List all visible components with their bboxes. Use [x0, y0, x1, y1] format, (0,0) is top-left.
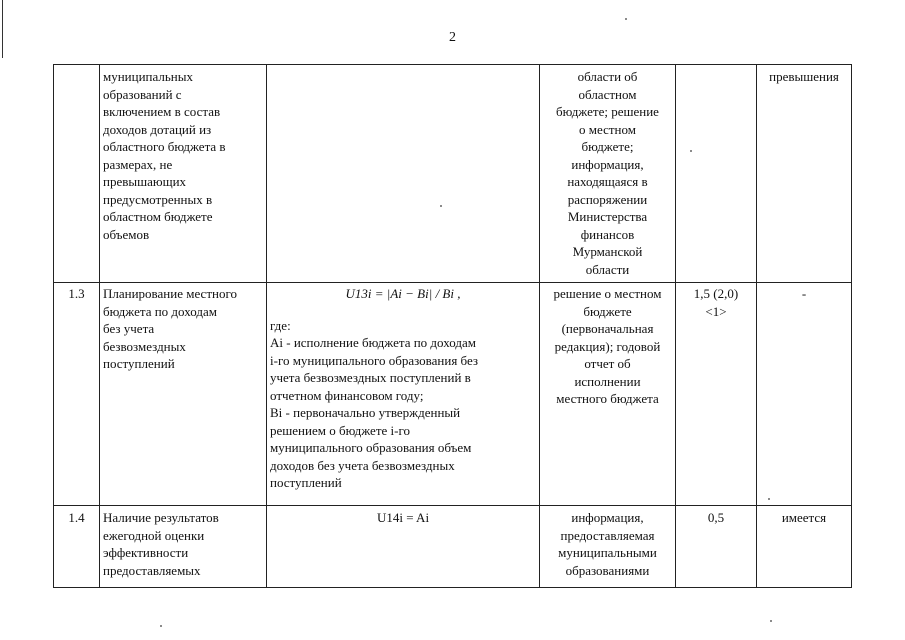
weight-cell: 1,5 (2,0) <1>	[676, 283, 757, 506]
page-number: 2	[449, 30, 456, 45]
row-number: 1.3	[54, 283, 100, 506]
row-number: 1.4	[54, 506, 100, 588]
weight-cell: 0,5	[676, 506, 757, 588]
source-cell: области об областном бюджете; решение о местном бюджете; информация, находящаяся в распоряжении Министерства финансов Мурманской области	[540, 65, 676, 283]
note-cell: имеется	[757, 506, 852, 588]
weight-cell	[676, 65, 757, 283]
scan-speck	[768, 498, 770, 500]
note-cell: превышения	[757, 65, 852, 283]
row-number	[54, 65, 100, 283]
formula-cell: U14i = Ai	[267, 506, 540, 588]
criteria-table	[53, 64, 852, 588]
scan-speck	[690, 150, 692, 152]
scan-speck	[160, 625, 162, 627]
formula-cell	[267, 65, 540, 283]
formula-cell	[267, 283, 540, 506]
formula: U13i = |Ai − Bi| / Bi ,	[345, 286, 461, 301]
formula-description: где: Ai - исполнение бюджета по доходам i-го муниципального образования без учета безвозмездных поступлений в отчетном финансовом году; Bi - первоначально утвержденный решением о бюджете i-го муниципального образования объем доходов без учета безвозмездных поступлений	[270, 317, 479, 490]
table-row	[54, 506, 852, 588]
note-cell: -	[757, 283, 852, 506]
source-cell: информация, предоставляемая муниципальными образованиями	[540, 506, 676, 588]
table-row	[54, 65, 852, 283]
indicator-cell: муниципальных образований с включением в состав доходов дотаций из областного бюджета в размерах, не превышающих предусмотренных в областном бюджете объемов	[100, 65, 267, 283]
scan-speck	[625, 18, 627, 20]
source-cell: решение о местном бюджете (первоначальная редакция); годовой отчет об исполнении местного бюджета	[540, 283, 676, 506]
scan-speck	[770, 620, 772, 622]
table-row	[54, 283, 852, 506]
scan-edge-line	[2, 0, 3, 58]
indicator-cell: Наличие результатов ежегодной оценки эффективности предоставляемых	[100, 506, 267, 588]
scan-speck	[440, 205, 442, 207]
indicator-cell: Планирование местного бюджета по доходам без учета безвозмездных поступлений	[100, 283, 267, 506]
